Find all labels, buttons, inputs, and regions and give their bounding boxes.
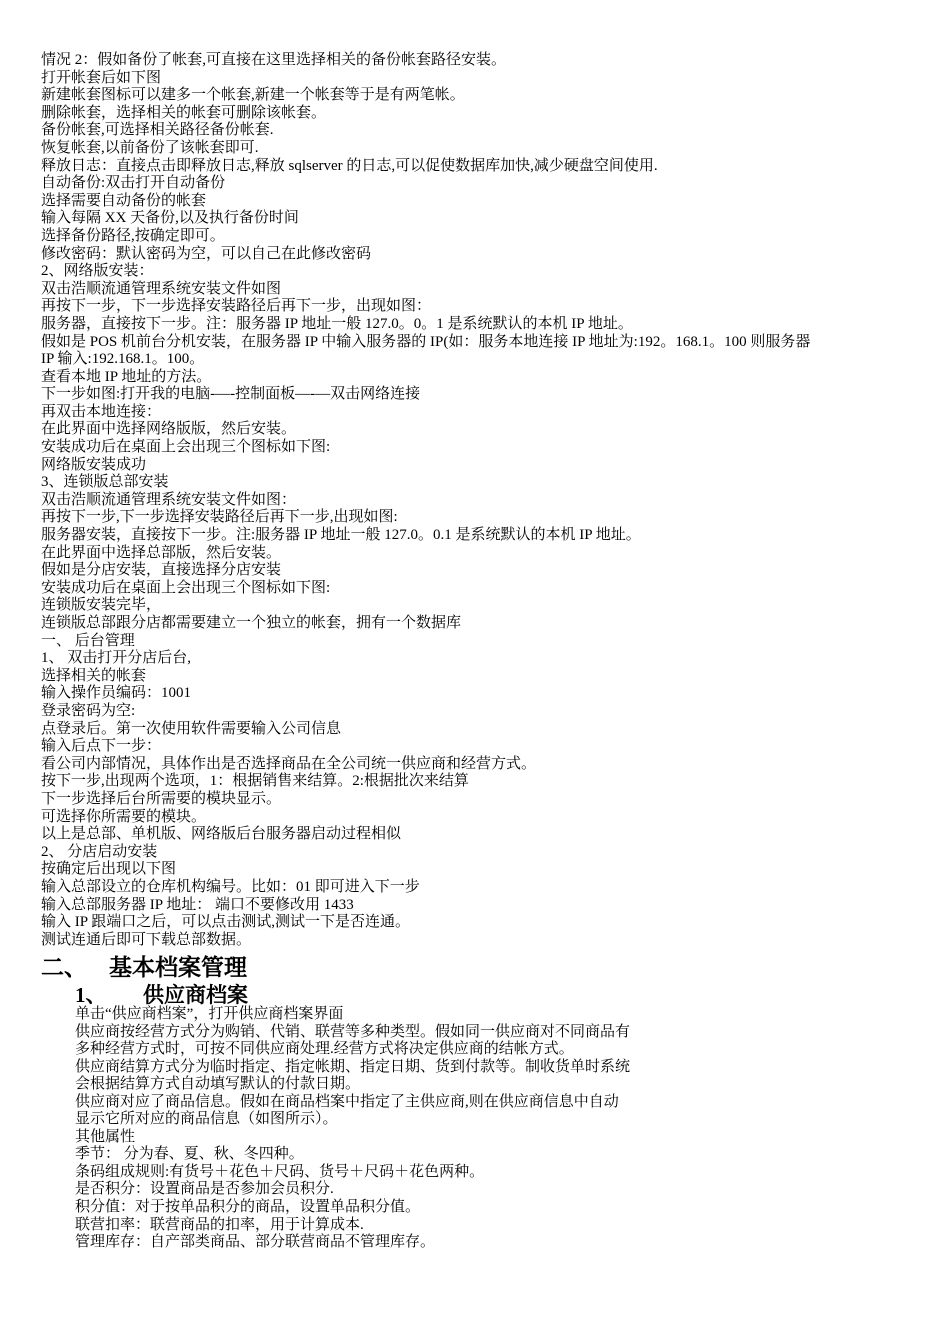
text-line: 是否积分：设置商品是否参加会员积分. bbox=[75, 1181, 334, 1198]
subheading-title: 供应商档案 bbox=[143, 983, 248, 1007]
text-line: 选择需要自动备份的帐套 bbox=[41, 192, 207, 209]
text-line: 假如是分店安装，直接选择分店安装 bbox=[41, 562, 282, 579]
text-line: 假如是 POS 机前台分机安装，在服务器 IP 中输入服务器的 IP(如：服务本地连接 IP 地址为:192。168.1。100 则服务器 bbox=[41, 333, 811, 350]
section-body bbox=[41, 52, 931, 949]
supplier-archive-body bbox=[75, 1006, 715, 1252]
text-line: 显示它所对应的商品信息（如图所示）。 bbox=[75, 1111, 338, 1128]
text-line: 安装成功后在桌面上会出现三个图标如下图: bbox=[41, 439, 331, 456]
text-line: 安装成功后在桌面上会出现三个图标如下图: bbox=[41, 579, 331, 596]
text-line: 双击浩顺流通管理系统安装文件如图 bbox=[41, 280, 282, 297]
text-line: 选择相关的帐套 bbox=[41, 667, 147, 684]
text-line: 再双击本地连接： bbox=[41, 403, 162, 420]
text-line: 其他属性 bbox=[75, 1128, 136, 1145]
text-line: 按下一步,出现两个选项，1：根据销售来结算。2:根据批次来结算 bbox=[41, 773, 469, 790]
text-line: 再按下一步,下一步选择安装路径后再下一步,出现如图: bbox=[41, 509, 398, 526]
heading-supplier-archive bbox=[75, 981, 248, 1009]
text-line: 下一步如图:打开我的电脑-—-控制面板—-—双击网络连接 bbox=[41, 386, 421, 403]
text-line: 登录密码为空: bbox=[41, 702, 136, 719]
text-line: 供应商结算方式分为临时指定、指定帐期、指定日期、货到付款等。制收货单时系统 bbox=[75, 1058, 631, 1075]
text-line: 1、 双击打开分店后台, bbox=[41, 650, 192, 667]
text-line: 输入总部服务器 IP 地址： 端口不要修改用 1433 bbox=[41, 896, 354, 913]
heading-title: 基本档案管理 bbox=[109, 955, 247, 980]
text-line: 双击浩顺流通管理系统安装文件如图： bbox=[41, 491, 297, 508]
heading-number: 二、 bbox=[41, 955, 87, 980]
text-line: 输入 IP 跟端口之后，可以点击测试,测试一下是否连通。 bbox=[41, 914, 411, 931]
text-line: 修改密码：默认密码为空，可以自己在此修改密码 bbox=[41, 245, 372, 262]
text-line: 按确定后出现以下图 bbox=[41, 861, 177, 878]
text-line: 选择备份路径,按确定即可。 bbox=[41, 227, 225, 244]
text-line: 服务器，直接按下一步。注：服务器 IP 地址一般 127.0。0。1 是系统默认的本机 IP 地址。 bbox=[41, 315, 633, 332]
text-line: 连锁版安装完毕， bbox=[41, 597, 162, 614]
text-line: 2、 分店启动安装 bbox=[41, 843, 158, 860]
text-line: 再按下一步，下一步选择安装路径后再下一步，出现如图： bbox=[41, 298, 432, 315]
text-line: 连锁版总部跟分店都需要建立一个独立的帐套，拥有一个数据库 bbox=[41, 615, 462, 631]
text-line: 输入后点下一步： bbox=[41, 738, 162, 755]
text-line: 季节： 分为春、夏、秋、冬四种。 bbox=[75, 1146, 304, 1163]
text-line: 打开帐套后如下图 bbox=[41, 69, 162, 86]
text-line: 输入总部设立的仓库机构编号。比如：01 即可进入下一步 bbox=[41, 878, 420, 895]
text-line: 单击“供应商档案”，打开供应商档案界面 bbox=[75, 1006, 344, 1022]
text-line: 供应商按经营方式分为购销、代销、联营等多种类型。假如同一供应商对不同商品有 bbox=[75, 1023, 631, 1040]
text-line: 情况 2：假如备份了帐套,可直接在这里选择相关的备份帐套路径安装。 bbox=[41, 52, 507, 68]
text-line: 多种经营方式时，可按不同供应商处理.经营方式将决定供应商的结帐方式。 bbox=[75, 1041, 574, 1058]
text-line: 备份帐套,可选择相关路径备份帐套. bbox=[41, 122, 274, 139]
heading-basic-archive-management bbox=[41, 953, 247, 983]
text-line: 供应商对应了商品信息。假如在商品档案中指定了主供应商,则在供应商信息中自动 bbox=[75, 1093, 619, 1110]
text-line: 会根据结算方式自动填写默认的付款日期。 bbox=[75, 1076, 361, 1093]
text-line: 释放日志：直接点击即释放日志,释放 sqlserver 的日志,可以促使数据库加快,减少硬盘空间使用. bbox=[41, 157, 658, 174]
text-line: IP 输入:192.168.1。100。 bbox=[41, 351, 205, 368]
text-line: 服务器安装，直接按下一步。注:服务器 IP 地址一般 127.0。0.1 是系统默认的本机 IP 地址。 bbox=[41, 527, 641, 544]
text-line: 输入操作员编码：1001 bbox=[41, 685, 192, 702]
text-line: 以上是总部、单机版、网络版后台服务器启动过程相似 bbox=[41, 826, 402, 843]
text-line: 管理库存：自产部类商品、部分联营商品不管理库存。 bbox=[75, 1234, 436, 1251]
text-line: 3、连锁版总部安装 bbox=[41, 474, 169, 491]
text-line: 在此界面中选择总部版，然后安装。 bbox=[41, 544, 282, 561]
text-line: 恢复帐套,以前备份了该帐套即可. bbox=[41, 139, 259, 156]
text-line: 2、网络版安装： bbox=[41, 263, 154, 280]
text-line: 测试连通后即可下载总部数据。 bbox=[41, 931, 252, 948]
text-line: 条码组成规则:有货号＋花色＋尺码、货号＋尺码＋花色两种。 bbox=[75, 1163, 485, 1180]
subheading-number: 1、 bbox=[75, 983, 107, 1007]
text-line: 看公司内部情况，具体作出是否选择商品在全公司统一供应商和经营方式。 bbox=[41, 755, 537, 772]
text-line: 新建帐套图标可以建多一个帐套,新建一个帐套等于是有两笔帐。 bbox=[41, 87, 465, 104]
text-line: 一、 后台管理 bbox=[41, 632, 135, 649]
text-line: 点登录后。第一次使用软件需要输入公司信息 bbox=[41, 720, 342, 737]
text-line: 网络版安装成功 bbox=[41, 456, 147, 473]
text-line: 下一步选择后台所需要的模块显示。 bbox=[41, 790, 282, 807]
text-line: 积分值：对于按单品积分的商品，设置单品积分值。 bbox=[75, 1199, 421, 1216]
text-line: 联营扣率：联营商品的扣率，用于计算成本. bbox=[75, 1216, 364, 1233]
text-line: 自动备份:双击打开自动备份 bbox=[41, 175, 226, 192]
text-line: 查看本地 IP 地址的方法。 bbox=[41, 368, 212, 385]
text-line: 输入每隔 XX 天备份,以及执行备份时间 bbox=[41, 210, 299, 227]
text-line: 在此界面中选择网络版版，然后安装。 bbox=[41, 421, 297, 438]
text-line: 可选择你所需要的模块。 bbox=[41, 808, 207, 825]
text-line: 删除帐套，选择相关的帐套可删除该帐套。 bbox=[41, 104, 327, 121]
